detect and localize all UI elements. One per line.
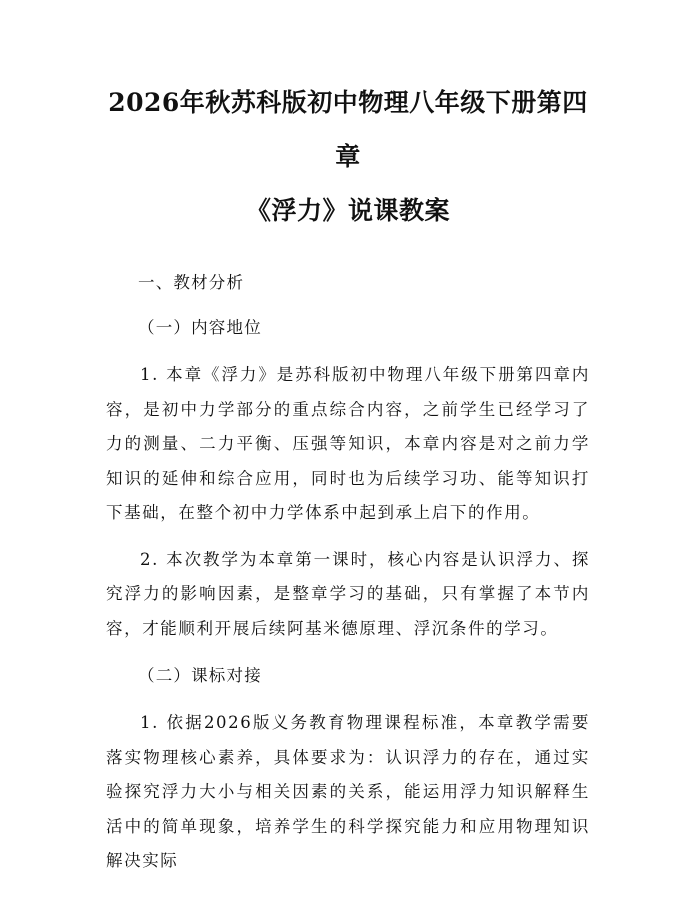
subsection-heading-curriculum-alignment: （二）课标对接 bbox=[138, 666, 262, 685]
paragraph-2: 2. 本次教学为本章第一课时，核心内容是认识浮力、探究浮力的影响因素，是整章学习的基础，只有掌握了本节内容，才能顺利开展后续阿基米德原理、浮沉条件的学习。 bbox=[106, 549, 590, 638]
document-title-line-1: 2026年秋苏科版初中物理八年级下册第四章 bbox=[108, 88, 588, 171]
document-title-line-2: 《浮力》说课教案 bbox=[245, 196, 450, 225]
subsection-heading-content-position: （一）内容地位 bbox=[138, 318, 262, 337]
paragraph-1: 1. 本章《浮力》是苏科版初中物理八年级下册第四章内容，是初中力学部分的重点综合内容，之前学生已经学习了力的测量、二力平衡、压强等知识，本章内容是对之前力学知识的延伸和综合应用，同时也为后续学习功、能等知识打下基础，在整个初中力学体系中起到承上启下的作用。 bbox=[106, 365, 590, 522]
section-heading-textbook-analysis: 一、教材分析 bbox=[138, 273, 245, 292]
paragraph-3: 1. 依据2026版义务教育物理课程标准，本章教学需要落实物理核心素养，具体要求为：认识浮力的存在，通过实验探究浮力大小与相关因素的关系，能运用浮力知识解释生活中的简单现象，培养学生的科学探究能力和应用物理知识解决实际 bbox=[106, 713, 590, 870]
